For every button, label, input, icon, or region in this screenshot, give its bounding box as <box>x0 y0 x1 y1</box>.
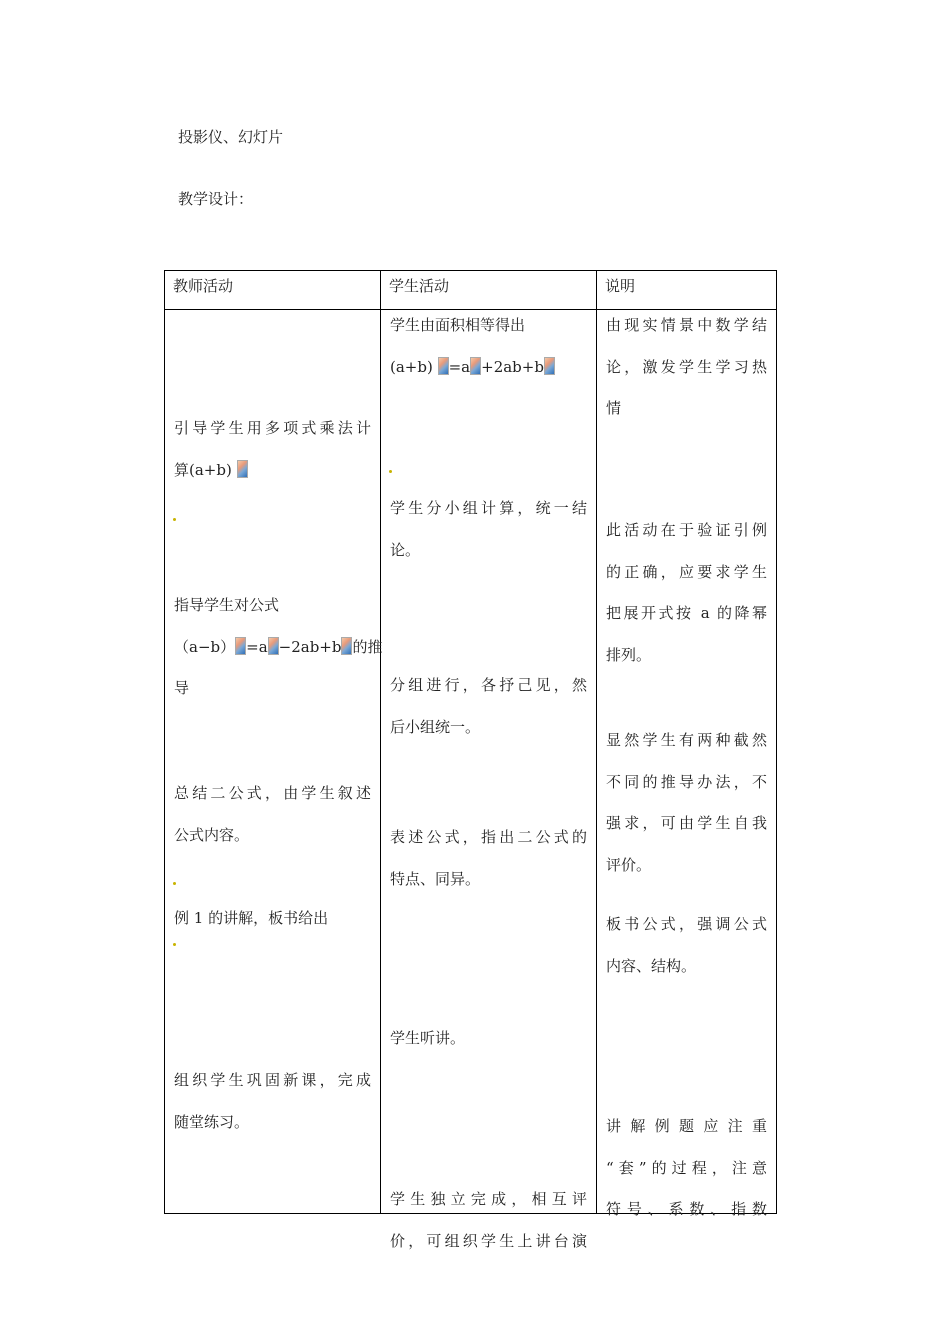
notes-para-5: 讲解例题应注重 “套”的过程，注意 符号、系数、指数 <box>606 1117 767 1218</box>
teacher-para-5: 组织学生巩固新课，完成 随堂练习。 <box>174 1071 371 1131</box>
teaching-design-table <box>164 270 777 1250</box>
teacher-para-4: 例 1 的讲解，板书给出 <box>174 909 329 927</box>
teacher-para-1: 引导学生用多项式乘法计 算(a+b) <box>174 419 371 479</box>
student-para-1: 学生由面积相等得出 (a+b) =a +2ab+b <box>390 305 587 388</box>
formula-image-icon <box>470 357 481 375</box>
student-para-2: 学生分小组计算，统一结 论。 <box>390 499 587 559</box>
equipment-line: 投影仪、幻灯片 <box>178 128 284 146</box>
design-heading: 教学设计： <box>178 190 254 208</box>
teacher-para-3: 总结二公式，由学生叙述 公式内容。 <box>174 784 371 844</box>
formula-image-icon <box>268 637 279 655</box>
table-body-row <box>165 310 777 1214</box>
formula-image-icon <box>438 357 449 375</box>
table-header-row <box>165 271 777 310</box>
student-para-4: 表述公式，指出二公式的 特点、同异。 <box>390 828 587 888</box>
teacher-para-2: 指导学生对公式 （a−b） =a −2ab+b 的推 导 <box>174 596 383 697</box>
student-para-3: 分组进行，各抒己见，然 后小组统一。 <box>390 676 587 736</box>
header-teacher-activity: 教师活动 <box>165 271 381 310</box>
header-notes: 说明 <box>597 271 777 310</box>
notes-para-1: 由现实情景中数学结 论，激发学生学习热 情 <box>606 316 767 417</box>
notes-para-3: 显然学生有两种截然 不同的推导办法，不 强求，可由学生自我 评价。 <box>606 731 767 874</box>
notes-para-2: 此活动在于验证引例 的正确，应要求学生 把展开式按 a 的降幂 排列。 <box>606 521 767 664</box>
formula-image-icon <box>235 637 246 655</box>
student-activity-cell <box>381 310 597 1250</box>
header-student-activity: 学生活动 <box>381 271 597 310</box>
formula-image-icon <box>341 637 352 655</box>
student-para-5: 学生听讲。 <box>390 1029 466 1047</box>
formula-image-icon <box>544 357 555 375</box>
student-para-6: 学生独立完成，相互评 价，可组织学生上讲台演 <box>390 1190 587 1250</box>
notes-cell <box>597 310 777 1218</box>
teacher-activity-cell <box>165 310 381 1214</box>
notes-para-4: 板书公式，强调公式 内容、结构。 <box>606 915 767 975</box>
square-formula-image-icon <box>237 460 248 478</box>
